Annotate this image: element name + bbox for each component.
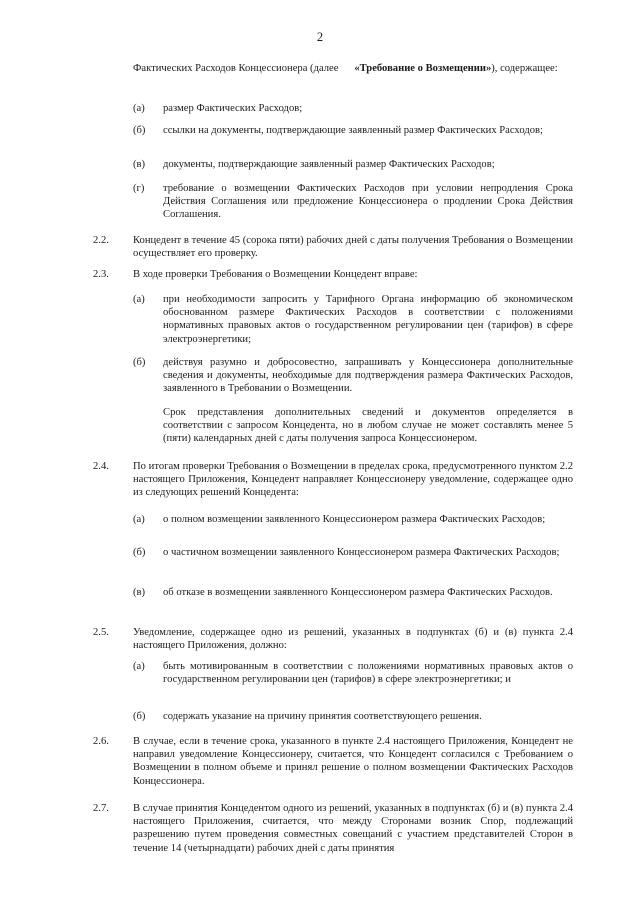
intro-item-label: (б) <box>133 125 146 136</box>
page-number: 2 <box>316 30 324 44</box>
intro-text: Фактических Расходов Концессионера (далее <box>133 63 339 74</box>
intro-paragraph <box>133 62 573 75</box>
subclause-text: об отказе в возмещении заявленного Концессионером размера Фактических Расходов. <box>163 587 553 598</box>
subclause-label: (а) <box>133 294 145 305</box>
clause-number: 2.3. <box>93 269 109 280</box>
clause-number: 2.5. <box>93 627 109 638</box>
intro-item-label: (в) <box>133 159 146 170</box>
clause-number: 2.2. <box>93 235 109 246</box>
subclause-label: (б) <box>133 357 146 368</box>
intro-item-label: (а) <box>133 103 145 114</box>
subclause-label: (б) <box>133 711 146 722</box>
subclause-label: (а) <box>133 661 145 672</box>
intro-item-text: требование о возмещении Фактических Расходов при условии непродления Срока Действия Соглашения или предложение Концессионера о продлении Срока Действия Соглашения. <box>163 183 573 221</box>
subclause-text: содержать указание на причину принятия соответствующего решения. <box>163 711 482 722</box>
subclause-label: (а) <box>133 514 145 525</box>
intro-item-text: документы, подтверждающие заявленный размер Фактических Расходов; <box>163 159 495 170</box>
intro-item-text: ссылки на документы, подтверждающие заявленный размер Фактических Расходов; <box>163 125 543 136</box>
subclause-text: о полном возмещении заявленного Концессионером размера Фактических Расходов; <box>163 514 546 525</box>
clause-number: 2.6. <box>93 736 109 747</box>
subclause-text: быть мотивированным в соответствии с положениями нормативных правовых актов о государственном регулировании цен (тарифов) в сфере электроэнергетики; и <box>163 661 573 686</box>
intro-item-label: (г) <box>133 183 145 194</box>
clause-text: В случае принятия Концедентом одного из решений, указанных в подпунктах (б) и (в) пункта 2.4 настоящего Приложения, считается, что между Сторонами возник Спор, подлежащий разрешению путем проведения совместных совещаний с участием представителей Сторон в течение 14 (четырнадцати) рабочих дней с даты принятия <box>133 803 573 854</box>
subclause-label: (в) <box>133 587 146 598</box>
subclause-text: о частичном возмещении заявленного Концессионером размера Фактических Расходов; <box>163 547 560 558</box>
defined-term: «Требование о Возмещении» <box>354 63 492 74</box>
clause-number: 2.4. <box>93 461 109 472</box>
intro-tail: ), содержащее: <box>491 63 558 74</box>
intro-item-text: размер Фактических Расходов; <box>163 103 303 114</box>
clause-text: Уведомление, содержащее одно из решений, указанных в подпунктах (б) и (в) пункта 2.4 настоящего Приложения, должно: <box>133 627 573 652</box>
clause-text: Концедент в течение 45 (сорока пяти) рабочих дней с даты получения Требования о Возмещении осуществляет его проверку. <box>133 235 573 260</box>
note-paragraph: Срок представления дополнительных сведений и документов определяется в соответствии с запросом Концедента, но в любом случае не может составлять менее 5 (пяти) календарных дней с даты получения запроса Концессионером. <box>163 407 573 445</box>
clause-number: 2.7. <box>93 803 109 814</box>
clause-text: По итогам проверки Требования о Возмещении в пределах срока, предусмотренного пунктом 2.2 настоящего Приложения, Концедент направляет Концессионеру уведомление, содержащее одно из следующих решений Концедента: <box>133 461 573 499</box>
subclause-text: при необходимости запросить у Тарифного Органа информацию об экономическом обоснованном размере Фактических Расходов в соответствии с положениями нормативных правовых актов о государственном регулировании цен (тарифов) в сфере электроэнергетики; <box>163 294 573 345</box>
subclause-label: (б) <box>133 547 146 558</box>
clause-text: В случае, если в течение срока, указанного в пункте 2.4 настоящего Приложения, Концедент не направил уведомление Концессионеру, считается, что Концедент согласился с Требованием о Возмещении в полном объеме и принял решение о полном возмещении Фактических Расходов Концессионера. <box>133 736 573 787</box>
subclause-text: действуя разумно и добросовестно, запрашивать у Концессионера дополнительные сведения и документы, необходимые для подтверждения размера Фактических Расходов, заявленного в Требовании о Возмещении. <box>163 357 573 395</box>
clause-text: В ходе проверки Требования о Возмещении Концедент вправе: <box>133 269 418 280</box>
